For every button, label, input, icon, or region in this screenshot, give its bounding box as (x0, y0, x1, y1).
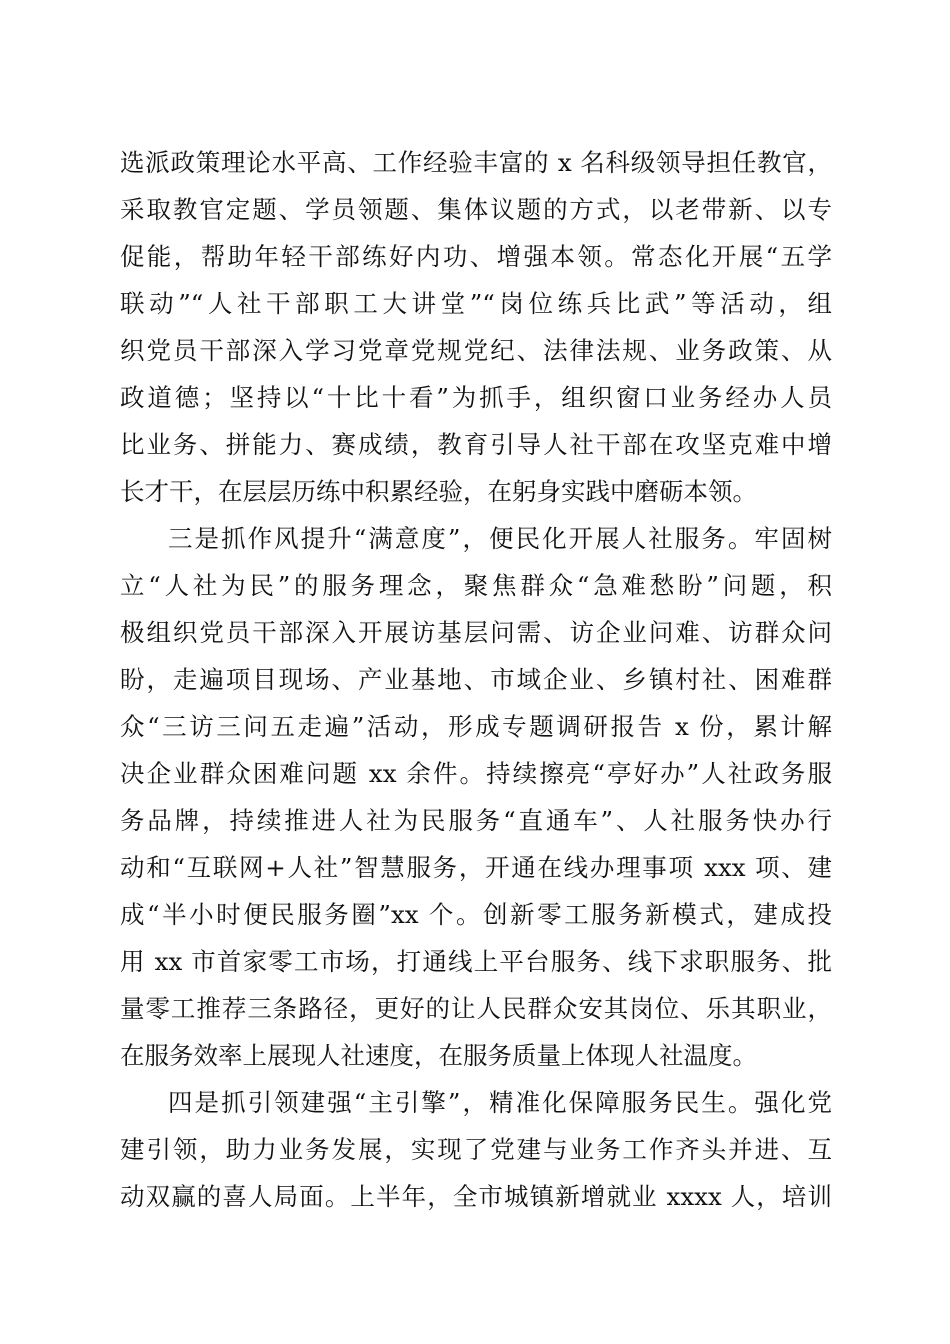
text-line: 成“半小时便民服务圈”xx 个。创新零工服务新模式，建成投 (120, 900, 832, 929)
document-body (120, 139, 832, 1220)
text-line: 动和“互联网+人社”智慧服务，开通在线办理事项 xxx 项、建 (120, 853, 832, 882)
text-line: 比业务、拼能力、赛成绩，教育引导人社干部在攻坚克难中增 (120, 430, 832, 459)
text-line: 众“三访三问五走遍”活动，形成专题调研报告 x 份，累计解 (120, 712, 832, 741)
text-line: 四是抓引领建强“主引擎”，精准化保障服务民生。强化党 (168, 1088, 832, 1117)
paragraph-1 (120, 139, 832, 515)
text-line: 务品牌，持续推进人社为民服务“直通车”、人社服务快办行 (120, 806, 832, 835)
text-line: 长才干，在层层历练中积累经验，在躬身实践中磨砺本领。 (120, 477, 757, 506)
text-line: 量零工推荐三条路径，更好的让人民群众安其岗位、乐其职业， (120, 994, 832, 1023)
paragraph-3 (120, 1079, 832, 1220)
text-line: 促能，帮助年轻干部练好内功、增强本领。常态化开展“五学 (120, 242, 832, 271)
text-line: 三是抓作风提升“满意度”，便民化开展人社服务。牢固树 (168, 524, 832, 553)
text-line: 极组织党员干部深入开展访基层问需、访企业问难、访群众问 (120, 618, 832, 647)
text-line: 动双赢的喜人局面。上半年，全市城镇新增就业 xxxx 人，培训 (120, 1182, 832, 1211)
text-line: 联动”“人社干部职工大讲堂”“岗位练兵比武”等活动，组 (120, 289, 832, 318)
text-line: 用 xx 市首家零工市场，打通线上平台服务、线下求职服务、批 (120, 947, 832, 976)
text-line: 决企业群众困难问题 xx 余件。持续擦亮“亭好办”人社政务服 (120, 759, 832, 788)
text-line: 政道德；坚持以“十比十看”为抓手，组织窗口业务经办人员 (120, 383, 832, 412)
text-line: 盼，走遍项目现场、产业基地、市域企业、乡镇村社、困难群 (120, 665, 832, 694)
text-line: 建引领，助力业务发展，实现了党建与业务工作齐头并进、互 (120, 1135, 832, 1164)
text-line: 采取教官定题、学员领题、集体议题的方式，以老带新、以专 (120, 195, 832, 224)
paragraph-2 (120, 515, 832, 1079)
text-line: 选派政策理论水平高、工作经验丰富的 x 名科级领导担任教官， (120, 148, 832, 177)
text-line: 在服务效率上展现人社速度，在服务质量上体现人社温度。 (120, 1041, 757, 1070)
text-line: 立“人社为民”的服务理念，聚焦群众“急难愁盼”问题，积 (120, 571, 832, 600)
text-line: 织党员干部深入学习党章党规党纪、法律法规、业务政策、从 (120, 336, 832, 365)
